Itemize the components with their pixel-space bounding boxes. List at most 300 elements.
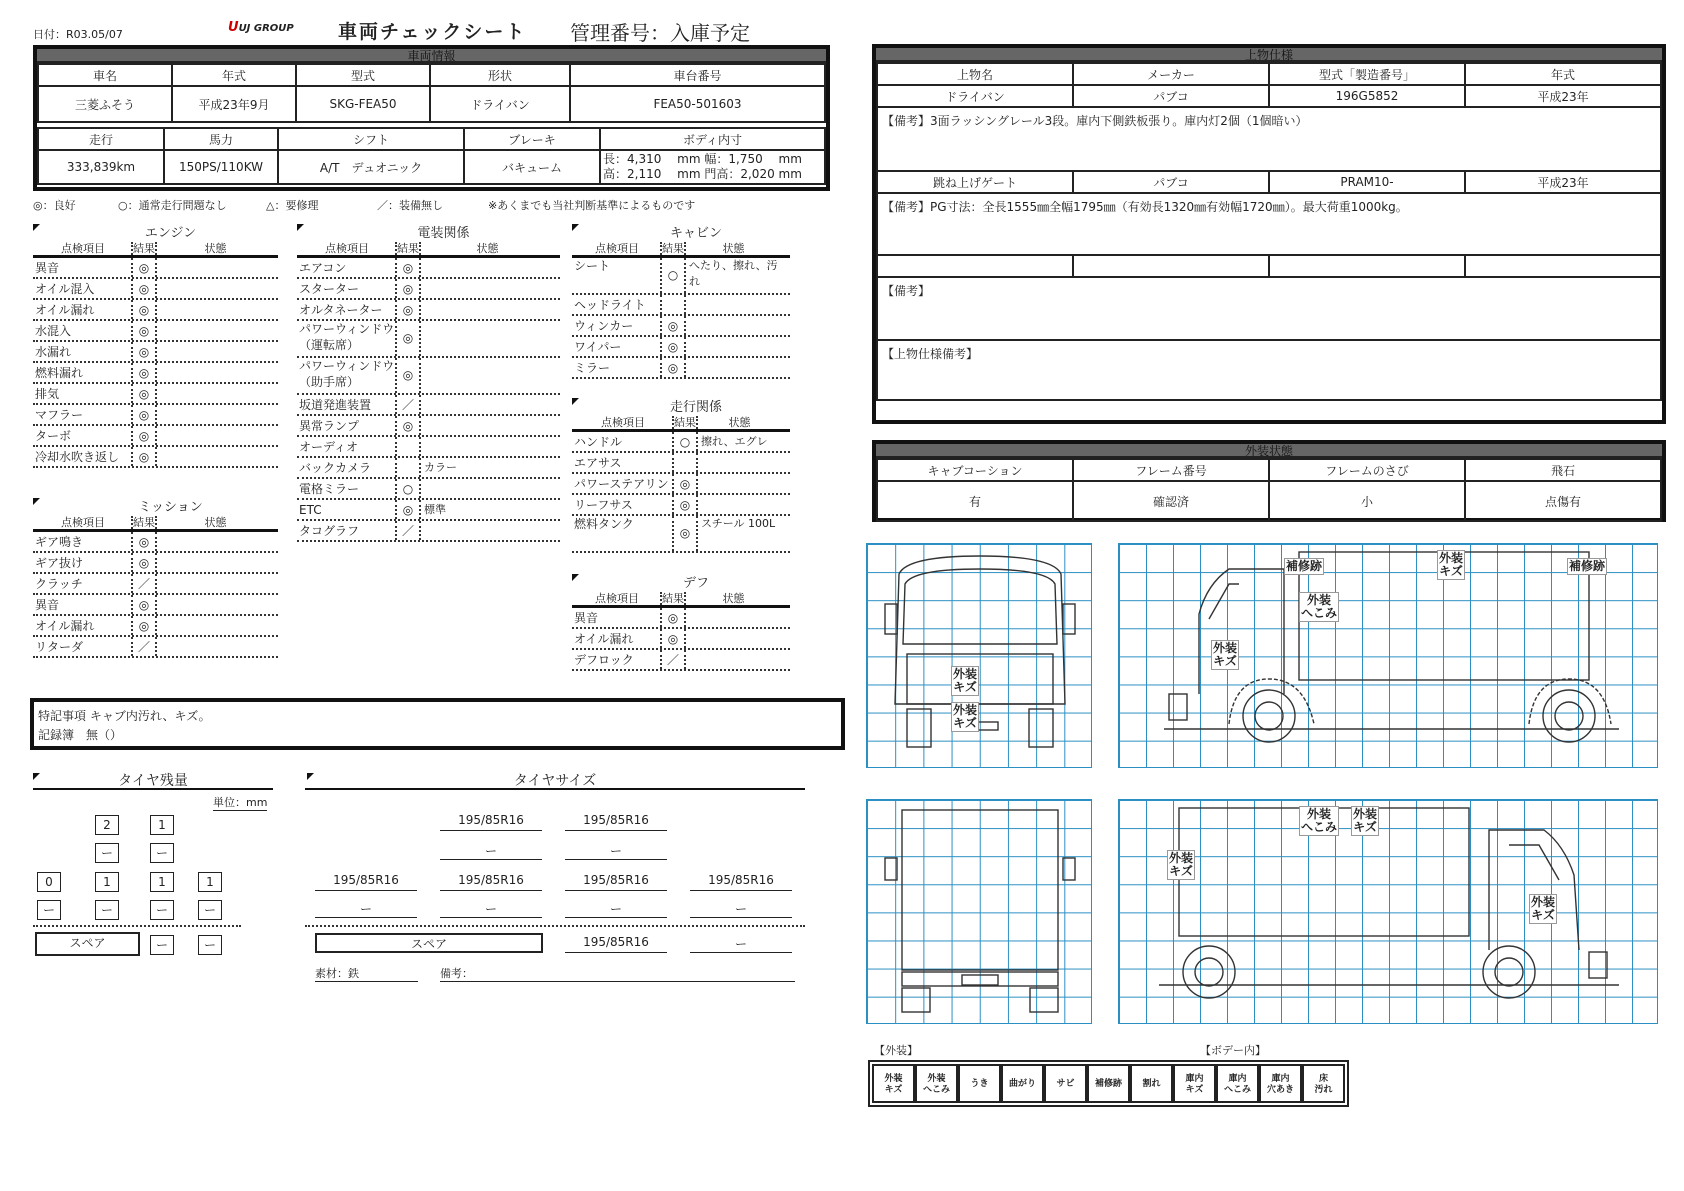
diff-row bbox=[572, 650, 790, 671]
col-header: 結果 bbox=[674, 416, 696, 429]
cabin-section bbox=[572, 222, 790, 379]
check-state bbox=[157, 532, 271, 551]
vh-model: 型式 bbox=[296, 64, 430, 86]
legend-inner-title: 【ボデー内】 bbox=[1200, 1044, 1266, 1057]
tire-fr: 1 bbox=[150, 815, 174, 835]
running-section bbox=[572, 396, 790, 553]
side2-label-3: 外装 キズ bbox=[1169, 851, 1194, 878]
ts-material: 素材：鉄 bbox=[315, 965, 418, 982]
check-item: バックカメラ bbox=[299, 461, 372, 475]
check-result: ／ bbox=[395, 395, 421, 414]
check-result: ／ bbox=[660, 650, 686, 669]
check-result: ◎ bbox=[131, 321, 157, 340]
gate-name: 跳ね上げゲート bbox=[877, 171, 1073, 193]
mission-section bbox=[33, 496, 278, 658]
check-state: スチール 100L bbox=[701, 517, 776, 530]
legend-outer-title: 【外装】 bbox=[874, 1044, 918, 1057]
engine-section bbox=[33, 222, 278, 468]
vh-year: 年式 bbox=[172, 64, 296, 86]
tire-remain-section bbox=[33, 770, 273, 809]
ts-r3b: ー bbox=[565, 900, 667, 918]
check-item: パワーウィンドウ （運転席） bbox=[299, 322, 395, 352]
running-row bbox=[572, 516, 790, 553]
diagram-side-right bbox=[1118, 799, 1658, 1024]
legend-item: 補修跡 bbox=[1087, 1064, 1130, 1103]
col-header: 点検項目 bbox=[601, 416, 645, 429]
ts-r3: 195/85R16 bbox=[565, 873, 667, 891]
ts-r2b: ー bbox=[440, 900, 542, 918]
check-item: マフラー bbox=[35, 408, 84, 422]
col-header: 状態 bbox=[728, 416, 751, 429]
cabin-row bbox=[572, 337, 790, 358]
check-result: ◎ bbox=[131, 553, 157, 572]
cabin-title: キャビン bbox=[669, 226, 722, 241]
check-item: ヘッドライト bbox=[574, 298, 646, 312]
electric-row bbox=[297, 437, 560, 458]
truck-rear-drawing bbox=[867, 800, 1093, 1025]
running-row bbox=[572, 495, 790, 516]
check-item: ハンドル bbox=[574, 435, 623, 449]
vehicle-info bbox=[33, 45, 830, 191]
check-result: ／ bbox=[395, 521, 421, 540]
tire-spare-v2: ー bbox=[198, 935, 222, 955]
eh-caution: キャブコーション bbox=[877, 459, 1073, 481]
gate-year: 平成23年 bbox=[1465, 171, 1661, 193]
vv-year: 平成23年9月 bbox=[172, 86, 296, 122]
check-result bbox=[660, 295, 686, 314]
mission-row bbox=[33, 637, 278, 658]
engine-row bbox=[33, 279, 278, 300]
check-item: 水漏れ bbox=[35, 345, 72, 359]
side2-label-4: 外装 キズ bbox=[1531, 895, 1556, 922]
body-note-3: 【備考】 bbox=[877, 277, 1661, 340]
engine-row bbox=[33, 300, 278, 321]
bv-year: 平成23年 bbox=[1465, 85, 1661, 107]
col-header: 点検項目 bbox=[61, 516, 105, 529]
check-result: ◎ bbox=[131, 342, 157, 361]
bh-maker: メーカー bbox=[1073, 63, 1269, 85]
ts-r4: 195/85R16 bbox=[690, 873, 792, 891]
check-item: 坂道発進装置 bbox=[299, 398, 372, 412]
check-state bbox=[686, 358, 778, 377]
legend-item: 割れ bbox=[1130, 1064, 1173, 1103]
body-note-4: 【上物仕様備考】 bbox=[877, 340, 1661, 400]
check-item: 水混入 bbox=[35, 324, 72, 338]
vh-body-dims: ボディ内寸 bbox=[600, 128, 825, 150]
check-item: ETC bbox=[299, 503, 322, 517]
side2-label-2: 外装 キズ bbox=[1353, 807, 1378, 834]
check-item: 燃料漏れ bbox=[35, 366, 84, 380]
legend-item: うき bbox=[958, 1064, 1001, 1103]
ev-frame-no: 確認済 bbox=[1073, 481, 1269, 521]
truck-side-drawing bbox=[1119, 544, 1659, 769]
mission-row bbox=[33, 595, 278, 616]
check-state: 擦れ、エグレ bbox=[701, 435, 768, 448]
legend-item: 庫内 キズ bbox=[1173, 1064, 1216, 1103]
running-row bbox=[572, 432, 790, 453]
electric-row bbox=[297, 500, 560, 521]
electric-row bbox=[297, 358, 560, 395]
check-state bbox=[157, 553, 271, 572]
check-item: 異常ランプ bbox=[299, 419, 360, 433]
ts-r1b: ー bbox=[315, 900, 417, 918]
col-header: 状態 bbox=[722, 242, 745, 255]
check-state bbox=[157, 637, 271, 656]
bv-name: ドライバン bbox=[877, 85, 1073, 107]
check-item: 異音 bbox=[35, 598, 60, 612]
brand-logo: UUJ GROUP bbox=[228, 20, 294, 35]
page-title: 車両チェックシート bbox=[338, 21, 527, 43]
ts-spare-b: ー bbox=[690, 935, 792, 953]
mission-row bbox=[33, 553, 278, 574]
eh-rust: フレームのさび bbox=[1269, 459, 1465, 481]
ts-r2: 195/85R16 bbox=[440, 873, 542, 891]
cabin-row bbox=[572, 358, 790, 379]
mission-row bbox=[33, 574, 278, 595]
tire-spare: スペア bbox=[35, 932, 140, 956]
electric-row bbox=[297, 258, 560, 279]
check-result: ◎ bbox=[395, 258, 421, 277]
cabin-row bbox=[572, 316, 790, 337]
check-state bbox=[157, 616, 271, 635]
col-header: 点検項目 bbox=[61, 242, 105, 255]
legend-item: 床 汚れ bbox=[1302, 1064, 1345, 1103]
check-state bbox=[421, 300, 551, 319]
notes-text: 特記事項 キャブ内汚れ、キズ。 bbox=[38, 709, 211, 723]
check-result: ○ bbox=[672, 432, 698, 451]
check-item: 排気 bbox=[35, 387, 60, 401]
check-result: ◎ bbox=[131, 300, 157, 319]
electric-row bbox=[297, 521, 560, 542]
check-item: オイル混入 bbox=[35, 282, 95, 296]
bh-year: 年式 bbox=[1465, 63, 1661, 85]
check-item: リターダ bbox=[35, 640, 84, 654]
electric-row bbox=[297, 479, 560, 500]
eh-frame-no: フレーム番号 bbox=[1073, 459, 1269, 481]
check-item: ウィンカー bbox=[574, 319, 634, 333]
vh-name: 車名 bbox=[38, 64, 172, 86]
check-state bbox=[686, 337, 778, 356]
ts-f2b: ー bbox=[565, 842, 667, 860]
check-result: ◎ bbox=[131, 384, 157, 403]
tire-fr-b: ー bbox=[150, 843, 174, 863]
check-result: ◎ bbox=[660, 358, 686, 377]
check-state bbox=[157, 426, 271, 445]
bv-model: 196G5852 bbox=[1269, 85, 1465, 107]
cabin-row bbox=[572, 258, 790, 295]
ev-rust: 小 bbox=[1269, 481, 1465, 521]
check-state bbox=[421, 479, 551, 498]
engine-row bbox=[33, 426, 278, 447]
management-number: 管理番号：入庫予定 bbox=[570, 21, 750, 45]
vv-shift: A/T デュオニック bbox=[278, 150, 464, 184]
ts-f1: 195/85R16 bbox=[440, 813, 542, 831]
check-state bbox=[421, 395, 551, 414]
running-row bbox=[572, 474, 790, 495]
check-result: ◎ bbox=[131, 595, 157, 614]
electric-title: 電装関係 bbox=[417, 226, 470, 241]
col-header: 状態 bbox=[204, 516, 227, 529]
check-item: エアコン bbox=[299, 261, 347, 275]
cabin-row bbox=[572, 295, 790, 316]
tire-rl2: 1 bbox=[95, 872, 119, 892]
engine-row bbox=[33, 384, 278, 405]
side1-label-4: 外装 へこみ bbox=[1301, 593, 1338, 620]
vv-brake: バキューム bbox=[464, 150, 600, 184]
check-state bbox=[157, 595, 271, 614]
truck-front-drawing bbox=[867, 544, 1093, 769]
check-result: ◎ bbox=[395, 300, 421, 319]
electric-row bbox=[297, 416, 560, 437]
check-item: タコグラフ bbox=[299, 524, 360, 538]
check-result: ○ bbox=[660, 258, 686, 293]
tire-unit: 単位：mm bbox=[213, 796, 268, 809]
check-item: オイル漏れ bbox=[574, 632, 634, 646]
check-state bbox=[686, 629, 778, 648]
diff-section bbox=[572, 572, 790, 671]
running-title: 走行関係 bbox=[669, 400, 722, 415]
col-header: 結果 bbox=[133, 242, 155, 255]
gate-maker: パブコ bbox=[1073, 171, 1269, 193]
check-item: リーフサス bbox=[574, 498, 633, 512]
vv-mileage: 333,839km bbox=[38, 150, 164, 184]
electric-section bbox=[297, 222, 560, 542]
diagram-side-left bbox=[1118, 543, 1658, 768]
check-item: 冷却水吹き返し bbox=[35, 450, 120, 464]
check-result: ／ bbox=[131, 574, 157, 593]
col-header: 結果 bbox=[662, 592, 684, 605]
tire-rl2-b: ー bbox=[95, 900, 119, 920]
check-item: オイル漏れ bbox=[35, 619, 95, 633]
check-item: パワーステアリン bbox=[574, 477, 669, 491]
ts-f1b: ー bbox=[440, 842, 542, 860]
check-result bbox=[395, 437, 421, 456]
check-item: ワイパー bbox=[574, 340, 622, 354]
check-result: ◎ bbox=[131, 426, 157, 445]
vh-power: 馬力 bbox=[164, 128, 278, 150]
check-item: 電格ミラー bbox=[299, 482, 360, 496]
check-result: ◎ bbox=[131, 405, 157, 424]
check-state bbox=[157, 279, 271, 298]
tire-rr1-b: ー bbox=[150, 900, 174, 920]
check-state: 標準 bbox=[424, 503, 446, 516]
check-state bbox=[157, 363, 271, 382]
engine-row bbox=[33, 363, 278, 384]
check-result: ◎ bbox=[672, 495, 698, 514]
check-item: ターボ bbox=[35, 429, 72, 443]
ev-caution: 有 bbox=[877, 481, 1073, 521]
ts-r1: 195/85R16 bbox=[315, 873, 417, 891]
check-result: ◎ bbox=[672, 516, 698, 551]
check-item: オーディオ bbox=[299, 440, 359, 454]
col-header: 状態 bbox=[476, 242, 499, 255]
col-header: 状態 bbox=[204, 242, 227, 255]
exterior-title: 外装状態 bbox=[876, 444, 1662, 458]
vv-shape: ドライバン bbox=[430, 86, 570, 122]
ts-spare: スペア bbox=[315, 933, 543, 953]
body-note-2: 【備考】PG寸法：全長1555㎜全幅1795㎜（有効長1320㎜有効幅1720㎜）。最大荷重1000kg。 bbox=[877, 193, 1661, 255]
check-state bbox=[421, 258, 551, 277]
check-result: ◎ bbox=[660, 629, 686, 648]
diff-title: デフ bbox=[682, 576, 709, 591]
check-item: ギア鳴き bbox=[35, 535, 84, 549]
running-row bbox=[572, 453, 790, 474]
col-header: 結果 bbox=[397, 242, 419, 255]
vehicle-info-title: 車両情報 bbox=[37, 49, 826, 63]
vv-chassis: FEA50-501603 bbox=[570, 86, 825, 122]
legend-item: 庫内 穴あき bbox=[1259, 1064, 1302, 1103]
tire-fl: 2 bbox=[95, 815, 119, 835]
vh-shape: 形状 bbox=[430, 64, 570, 86]
vh-brake: ブレーキ bbox=[464, 128, 600, 150]
check-state bbox=[421, 358, 551, 393]
legend-item: サビ bbox=[1044, 1064, 1087, 1103]
check-state bbox=[421, 321, 551, 356]
check-result: ／ bbox=[131, 637, 157, 656]
eh-chip: 飛石 bbox=[1465, 459, 1661, 481]
side1-label-1: 補修跡 bbox=[1286, 559, 1323, 573]
check-state bbox=[421, 521, 551, 540]
vv-name: 三菱ふそう bbox=[38, 86, 172, 122]
side2-label-1: 外装 へこみ bbox=[1301, 807, 1338, 834]
check-result: ◎ bbox=[395, 416, 421, 435]
legend-item: 庫内 へこみ bbox=[1216, 1064, 1259, 1103]
check-item: クラッチ bbox=[35, 577, 83, 591]
check-result: ◎ bbox=[131, 532, 157, 551]
engine-row bbox=[33, 321, 278, 342]
check-result: ◎ bbox=[131, 279, 157, 298]
bv-maker: パブコ bbox=[1073, 85, 1269, 107]
tire-rr2: 1 bbox=[198, 872, 222, 892]
col-header: 結果 bbox=[662, 242, 684, 255]
check-state bbox=[157, 321, 271, 340]
check-state bbox=[421, 279, 551, 298]
col-header: 状態 bbox=[722, 592, 745, 605]
diff-row bbox=[572, 608, 790, 629]
legend-item: 外装 へこみ bbox=[915, 1064, 958, 1103]
mission-title: ミッション bbox=[138, 500, 203, 515]
engine-row bbox=[33, 447, 278, 468]
tire-rr2-b: ー bbox=[198, 900, 222, 920]
date: 日付：R03.05/07 bbox=[33, 28, 123, 41]
check-state bbox=[698, 453, 778, 472]
bh-model: 型式「製造番号」 bbox=[1269, 63, 1465, 85]
check-result bbox=[395, 458, 421, 477]
legend-item: 外装 キズ bbox=[872, 1064, 915, 1103]
check-result: ◎ bbox=[672, 474, 698, 493]
check-state bbox=[686, 608, 778, 627]
ts-spare-size: 195/85R16 bbox=[565, 935, 667, 953]
tire-size-section bbox=[305, 770, 805, 790]
check-item: ミラー bbox=[574, 361, 611, 375]
check-item: オイル漏れ bbox=[35, 303, 95, 317]
diagram-rear bbox=[866, 799, 1092, 1024]
mission-row bbox=[33, 532, 278, 553]
col-header: 点検項目 bbox=[595, 242, 639, 255]
check-state bbox=[157, 447, 271, 466]
vv-power: 150PS/110KW bbox=[164, 150, 278, 184]
check-item: パワーウィンドウ （助手席） bbox=[299, 359, 395, 389]
check-state bbox=[421, 437, 551, 456]
electric-row bbox=[297, 321, 560, 358]
ts-remark: 備考： bbox=[440, 965, 795, 982]
engine-title: エンジン bbox=[144, 226, 197, 241]
check-result: ◎ bbox=[395, 358, 421, 393]
check-state bbox=[157, 384, 271, 403]
check-state bbox=[686, 295, 778, 314]
damage-legend bbox=[868, 1060, 1349, 1107]
vh-chassis: 車台番号 bbox=[570, 64, 825, 86]
engine-row bbox=[33, 258, 278, 279]
check-state bbox=[686, 650, 778, 669]
check-state bbox=[157, 574, 271, 593]
check-result: ◎ bbox=[131, 616, 157, 635]
check-result: ◎ bbox=[395, 321, 421, 356]
tire-spare-v1: ー bbox=[150, 935, 174, 955]
mission-row bbox=[33, 616, 278, 637]
body-spec bbox=[872, 44, 1666, 424]
check-state: へたり、擦れ、汚れ bbox=[689, 259, 778, 288]
check-state bbox=[698, 495, 778, 514]
vv-dims-2: 高：2,110 mm 門高：2,020 mm bbox=[603, 167, 802, 181]
ts-f2: 195/85R16 bbox=[565, 813, 667, 831]
check-item: 異音 bbox=[574, 611, 599, 625]
check-item: 異音 bbox=[35, 261, 60, 275]
tire-fl-b: ー bbox=[95, 843, 119, 863]
check-result: ◎ bbox=[660, 316, 686, 335]
vv-dims-1: 長：4,310 mm 幅：1,750 mm bbox=[603, 152, 802, 166]
check-state bbox=[157, 405, 271, 424]
check-item: シート bbox=[574, 259, 611, 273]
tire-size-title: タイヤサイズ bbox=[513, 773, 597, 789]
truck-side2-drawing bbox=[1119, 800, 1659, 1025]
electric-row bbox=[297, 458, 560, 479]
check-result: ◎ bbox=[395, 279, 421, 298]
body-spec-title: 上物仕様 bbox=[876, 48, 1662, 62]
special-notes bbox=[30, 698, 845, 750]
check-state bbox=[157, 342, 271, 361]
engine-row bbox=[33, 342, 278, 363]
check-item: デフロック bbox=[574, 653, 634, 667]
check-state bbox=[686, 316, 778, 335]
col-header: 点検項目 bbox=[325, 242, 369, 255]
side1-label-2: 外装 キズ bbox=[1439, 551, 1464, 578]
engine-row bbox=[33, 405, 278, 426]
check-item: ギア抜け bbox=[35, 556, 84, 570]
check-state bbox=[157, 300, 271, 319]
check-result bbox=[672, 453, 698, 472]
body-note-1: 【備考】3面ラッシングレール3段。庫内下側鉄板張り。庫内灯2個（1個暗い） bbox=[877, 107, 1661, 171]
electric-row bbox=[297, 395, 560, 416]
check-state bbox=[698, 474, 778, 493]
check-result: ◎ bbox=[131, 447, 157, 466]
check-item: 燃料タンク bbox=[574, 517, 634, 531]
side1-label-3: 補修跡 bbox=[1569, 559, 1606, 573]
vh-shift: シフト bbox=[278, 128, 464, 150]
gate-model: PRAM10- bbox=[1269, 171, 1465, 193]
front-label-2: 外装 キズ bbox=[953, 703, 978, 730]
check-result: ○ bbox=[395, 479, 421, 498]
check-state bbox=[157, 258, 271, 277]
record-book: 記録簿 無（） bbox=[38, 728, 123, 742]
tire-rl1-b: ー bbox=[37, 900, 61, 920]
front-label-1: 外装 キズ bbox=[953, 667, 978, 694]
tire-rr1: 1 bbox=[150, 872, 174, 892]
diagram-front bbox=[866, 543, 1092, 768]
exterior-state bbox=[872, 440, 1666, 522]
side1-label-5: 外装 キズ bbox=[1213, 641, 1238, 668]
vh-mileage: 走行 bbox=[38, 128, 164, 150]
